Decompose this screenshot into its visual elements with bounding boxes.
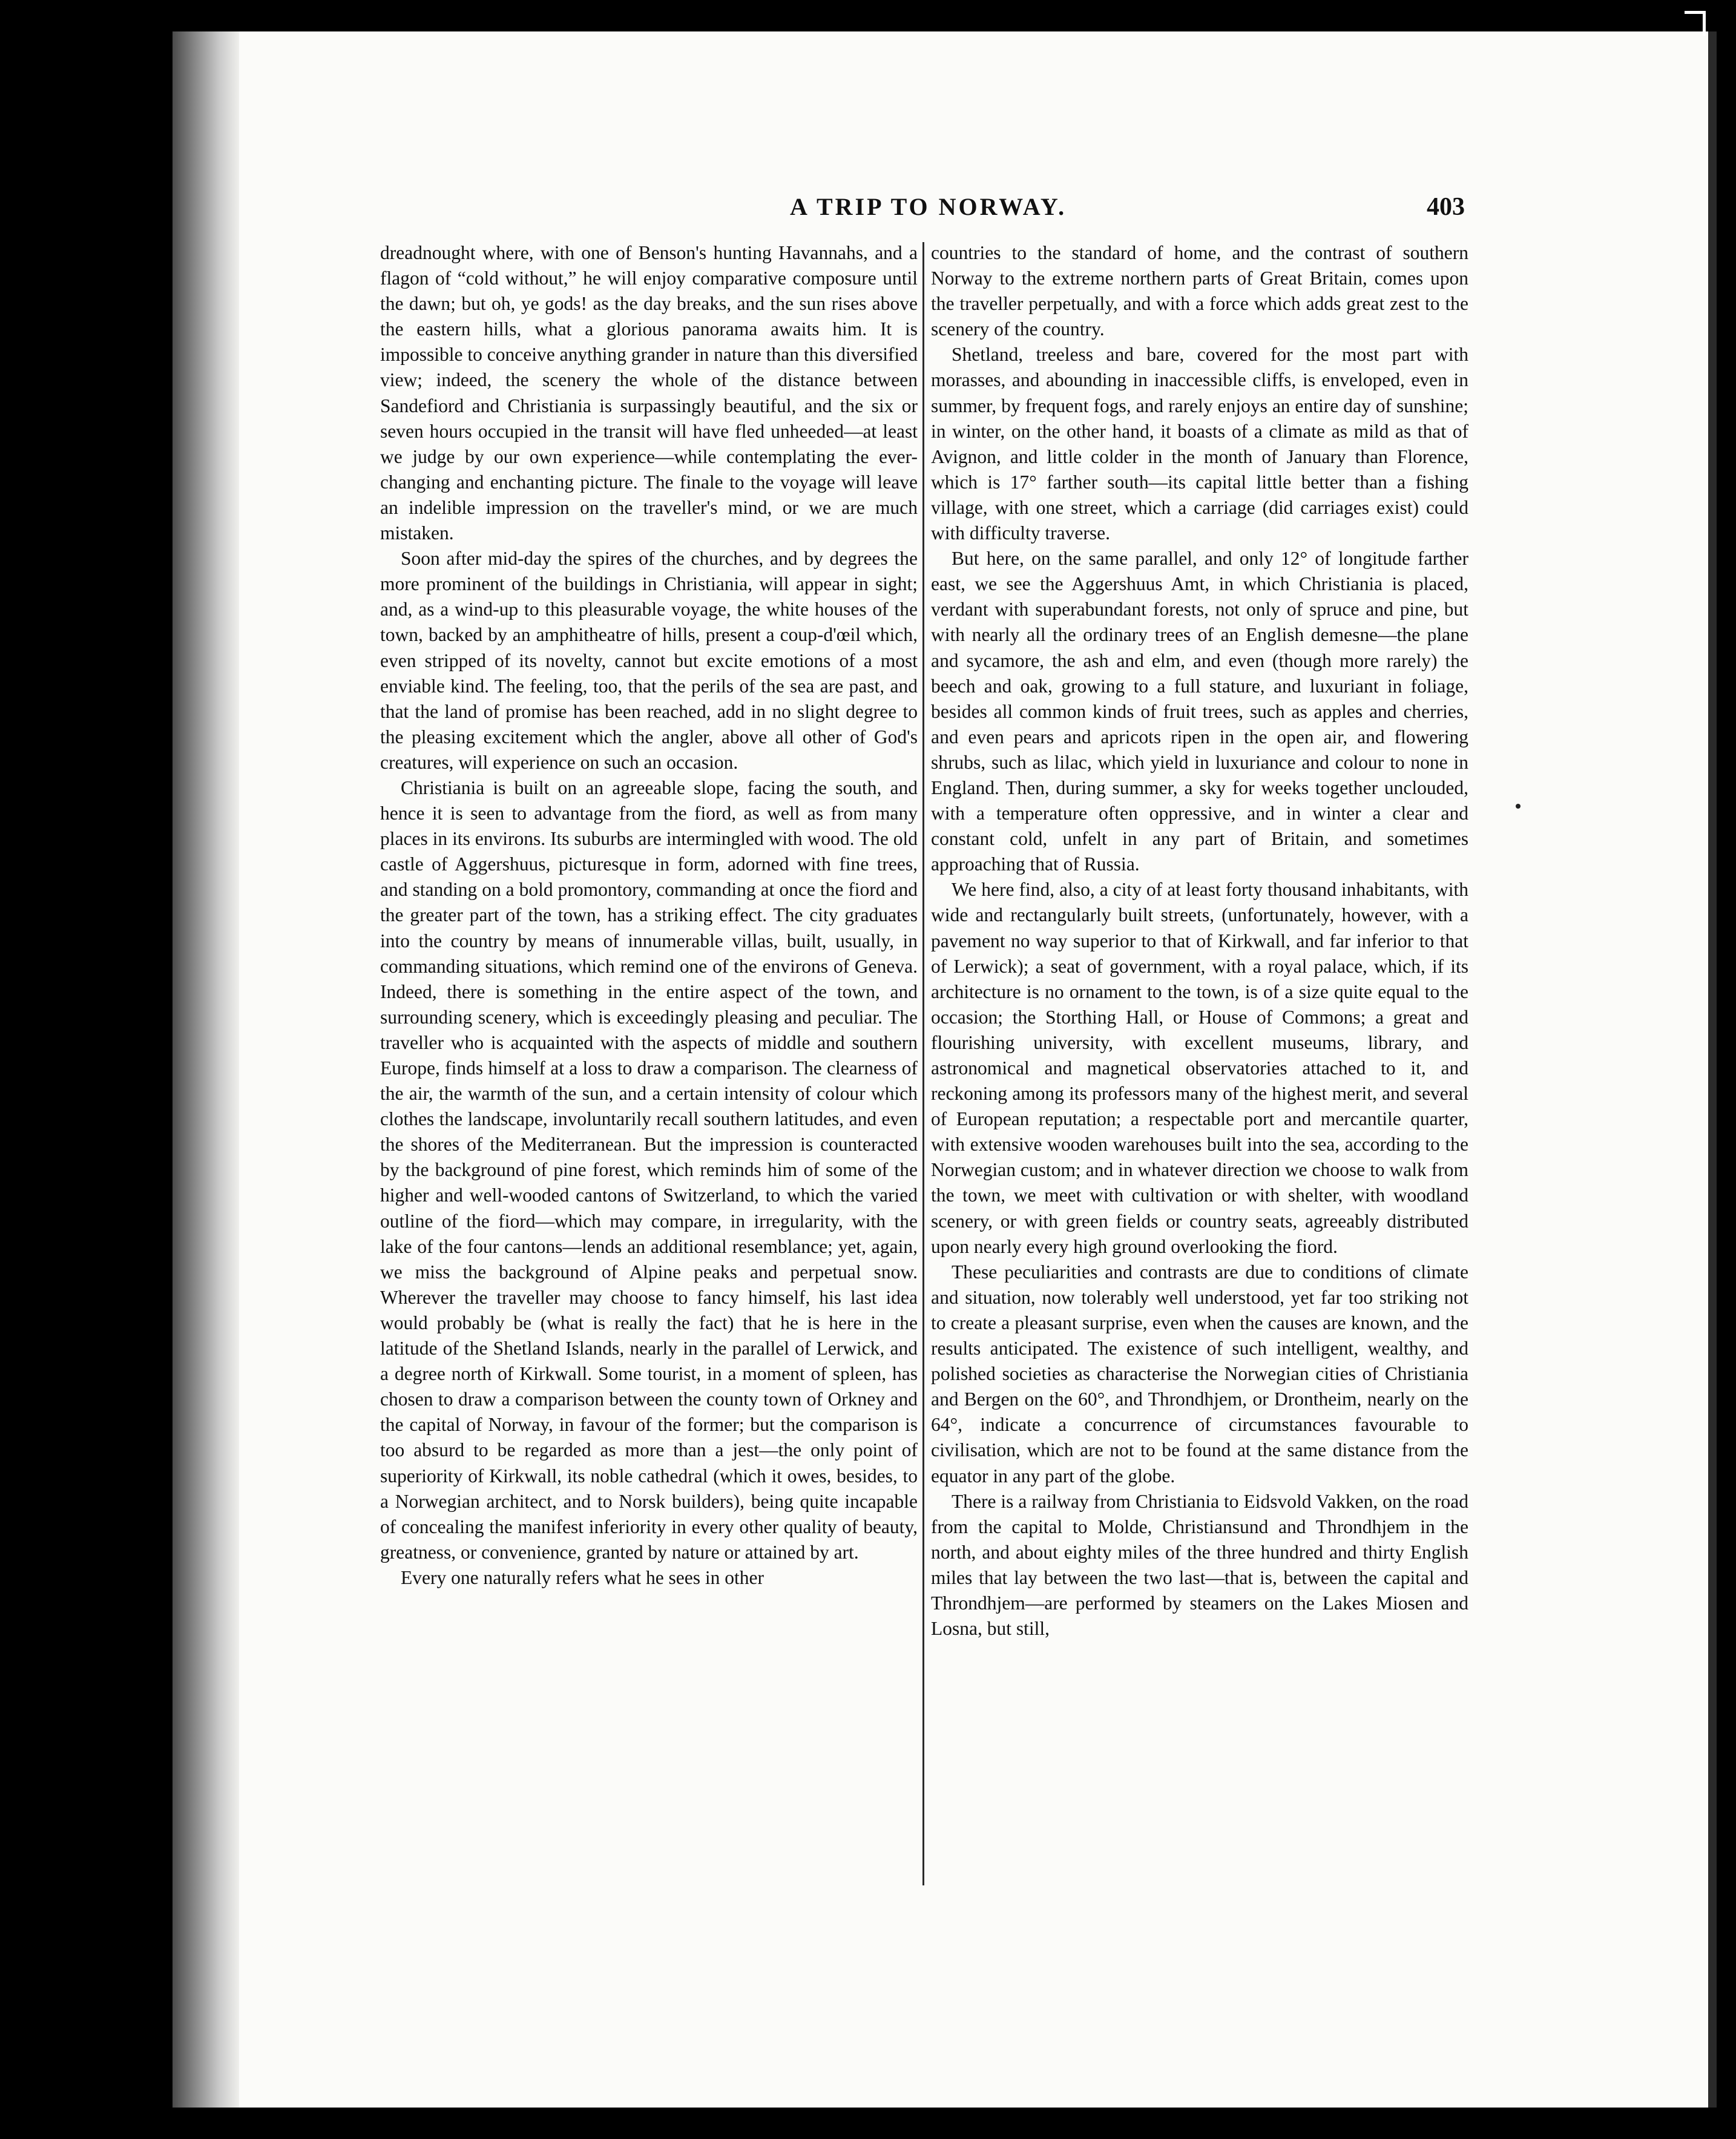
binding-shadow [173, 31, 239, 2108]
paragraph: There is a railway from Christiania to Eidsvold Vakken, on the road from the capital to Molde, Christiansund and Throndhjem in the north, and about eighty miles of the three hundred and thirty English miles that lay between the two last—that is, between the capital and Throndhjem—are performed by steamers on the Lakes Miosen and Losna, but still, [931, 1490, 1468, 1640]
page-number: 403 [1427, 193, 1465, 221]
margin-speck [1516, 804, 1521, 809]
paragraph: Shetland, treeless and bare, covered for the most part with morasses, and abounding in inaccessible cliffs, is enveloped, even in summer, by frequent fogs, and rarely enjoys an entire day of sunshine; in winter, on the other hand, it boasts of a climate as mild as that of Avignon, and little colder in the month of January than Florence, which is 17° farther south—its capital little better than a fishing village, with one street, which a carriage (did carriages exist) could with difficulty traverse. [931, 344, 1468, 544]
paragraph: dreadnought where, with one of Benson's hunting Havannahs, and a flagon of “cold without,” he will enjoy comparative composure until the dawn; but oh, ye gods! as the day breaks, and the sun rises above the eastern hills, what a glorious panorama awaits him. It is impossible to conceive anything grander in nature than this diversified view; indeed, the scenery the whole of the distance between Sandefiord and Christiania is surpassingly beautiful, and the six or seven hours occupied in the transit will have fled unheeded—at least we judge by our own experience—while contemplating the ever-changing and enchanting picture. The finale to the voyage will leave an indelible impression on the traveller's mind, or we are much mistaken. [380, 242, 918, 544]
running-title: A TRIP TO NORWAY. [790, 193, 1067, 220]
page-edge [1708, 31, 1717, 2108]
paragraph: Christiania is built on an agreeable slope, facing the south, and hence it is seen to advantage from the fiord, as well as from many places in its environs. Its suburbs are intermingled with wood. The old castle of Aggershuus, picturesque in form, adorned with fine trees, and standing on a bold promontory, commanding at once the fiord and the greater part of the town, has a striking effect. The city graduates into the country by means of innumerable villas, built, usually, in commanding situations, which remind one of the environs of Geneva. Indeed, there is something in the entire aspect of the town, and surrounding scenery, which is exceedingly pleasing and peculiar. The traveller who is acquainted with the aspects of middle and southern Europe, finds himself at a loss to draw a comparison. The clearness of the air, the warmth of the sun, and a certain intensity of colour which clothes the landscape, involuntarily recall southern latitudes, and even the shores of the Mediterranean. But the impression is counteracted by the background of pine forest, which reminds him of some of the higher and well-wooded cantons of Switzerland, to which the varied outline of the fiord—which may compare, in irregularity, with the lake of the four cantons—lends an additional resemblance; yet, again, we miss the background of Alpine peaks and perpetual snow. Wherever the traveller may choose to fancy himself, his last idea would probably be (what is really the fact) that he is here in the latitude of the Shetland Islands, nearly in the parallel of Lerwick, and a degree north of Kirkwall. Some tourist, in a moment of spleen, has chosen to draw a comparison between the county town of Orkney and the capital of Norway, in favour of the former; but the comparison is too absurd to be regarded as more than a jest—the only point of superiority of Kirkwall, its noble cathedral (which it owes, besides, to a Norwegian architect, and to Norsk builders), being quite incapable of concealing the manifest inferiority in every other quality of beauty, greatness, or convenience, granted by nature or attained by art. [380, 777, 918, 1563]
paragraph: countries to the standard of home, and the contrast of southern Norway to the extreme northern parts of Great Britain, comes upon the traveller perpetually, and with a force which adds great zest to the scenery of the country. [931, 242, 1468, 340]
column-divider [922, 242, 924, 1885]
crop-mark [1685, 11, 1706, 36]
paragraph: Every one naturally refers what he sees in other [401, 1566, 764, 1588]
left-text-column [380, 240, 918, 1591]
paragraph: Soon after mid-day the spires of the churches, and by degrees the more prominent of the buildings in Christiania, will appear in sight; and, as a wind-up to this pleasurable voyage, the white houses of the town, backed by an amphitheatre of hills, present a coup-d'œil which, even stripped of its novelty, cannot but excite emotions of a most enviable kind. The feeling, too, that the perils of the sea are past, and that the land of promise has been reached, add in no slight degree to the pleasing excitement which the angler, above all other of God's creatures, will experience on such an occasion. [380, 548, 918, 773]
paragraph: We here find, also, a city of at least forty thousand inhabitants, with wide and rectangularly built streets, (unfortunately, however, with a pavement no way superior to that of Kirkwall, and far inferior to that of Lerwick); a seat of government, with a royal palace, which, if its architecture is no ornament to the town, is of a size quite equal to the occasion; the Storthing Hall, or House of Commons; a great and flourishing university, with excellent museums, library, and astronomical and magnetical observatories attached to it, and reckoning among its professors many of the highest merit, and several of European reputation; a respectable port and mercantile quarter, with extensive wooden warehouses built into the sea, according to the Norwegian custom; and in whatever direction we choose to walk from the town, we meet with cultivation or with shelter, with woodland scenery, or with green fields or country seats, agreeably distributed upon nearly every high ground overlooking the fiord. [931, 879, 1468, 1257]
running-header [375, 192, 1465, 229]
paragraph: But here, on the same parallel, and only 12° of longitude farther east, we see the Aggershuus Amt, in which Christiania is placed, verdant with superabundant forests, not only of spruce and pine, but with nearly all the ordinary trees of an English demesne—the plane and sycamore, the ash and elm, and even (though more rarely) the beech and oak, growing to a full stature, and luxuriant in foliage, besides all common kinds of fruit trees, such as apples and cherries, and even pears and apricots ripen in the open air, and flowering shrubs, such as lilac, which yield in luxuriance and colour to none in England. Then, during summer, a sky for weeks together unclouded, with a temperature often oppressive, and in winter a clear and constant cold, unfelt in any part of Britain, and sometimes approaching that of Russia. [931, 548, 1468, 875]
paragraph: These peculiarities and contrasts are due to conditions of climate and situation, now tolerably well understood, yet far too striking not to create a pleasant surprise, even when the causes are known, and the results anticipated. The existence of such intelligent, wealthy, and polished societies as characterise the Norwegian cities of Christiania and Bergen on the 60°, and Throndhjem, or Drontheim, nearly on the 64°, indicate a concurrence of circumstances favourable to civilisation, which are not to be found at the same distance from the equator in any part of the globe. [931, 1261, 1468, 1487]
right-text-column [931, 240, 1468, 1641]
